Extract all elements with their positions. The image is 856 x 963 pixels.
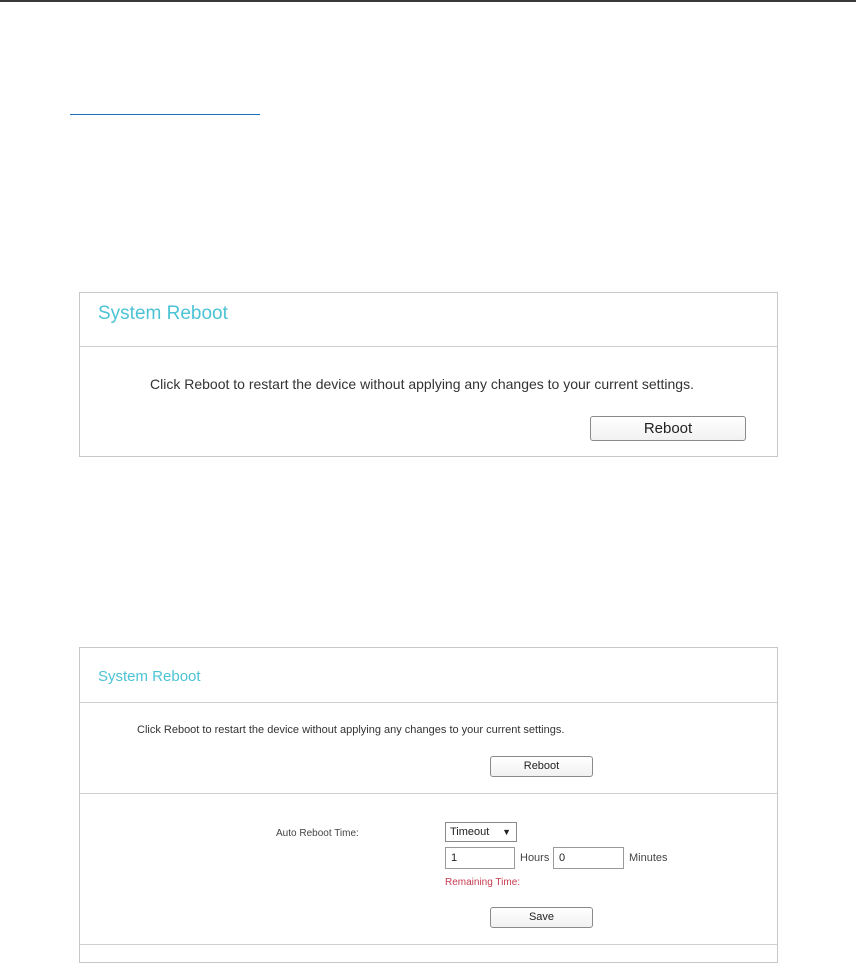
divider: [80, 793, 777, 794]
panel-title: System Reboot: [98, 668, 201, 685]
system-reboot-panel: [79, 292, 778, 457]
hours-label: Hours: [520, 852, 550, 864]
auto-reboot-mode-select[interactable]: [445, 822, 517, 842]
chevron-down-icon: ▼: [502, 827, 511, 837]
minutes-label: Minutes: [629, 852, 668, 864]
reboot-button[interactable]: Reboot: [490, 756, 593, 777]
hours-input[interactable]: [445, 847, 515, 869]
panel-title: System Reboot: [98, 303, 228, 324]
divider: [80, 346, 777, 347]
minutes-input[interactable]: [553, 847, 624, 869]
top-rule: [0, 0, 856, 2]
link-underline: [70, 114, 260, 115]
reboot-button[interactable]: Reboot: [590, 416, 746, 441]
auto-reboot-time-label: Auto Reboot Time:: [276, 828, 359, 839]
reboot-description: Click Reboot to restart the device without applying any changes to your current settings.: [137, 724, 565, 736]
divider: [80, 702, 777, 703]
select-value: Timeout: [450, 826, 490, 838]
remaining-time-label: Remaining Time:: [445, 877, 521, 888]
save-button[interactable]: Save: [490, 907, 593, 928]
reboot-description: Click Reboot to restart the device without applying any changes to your current settings.: [150, 376, 694, 392]
divider: [80, 944, 777, 945]
system-reboot-schedule-panel: [79, 647, 778, 963]
